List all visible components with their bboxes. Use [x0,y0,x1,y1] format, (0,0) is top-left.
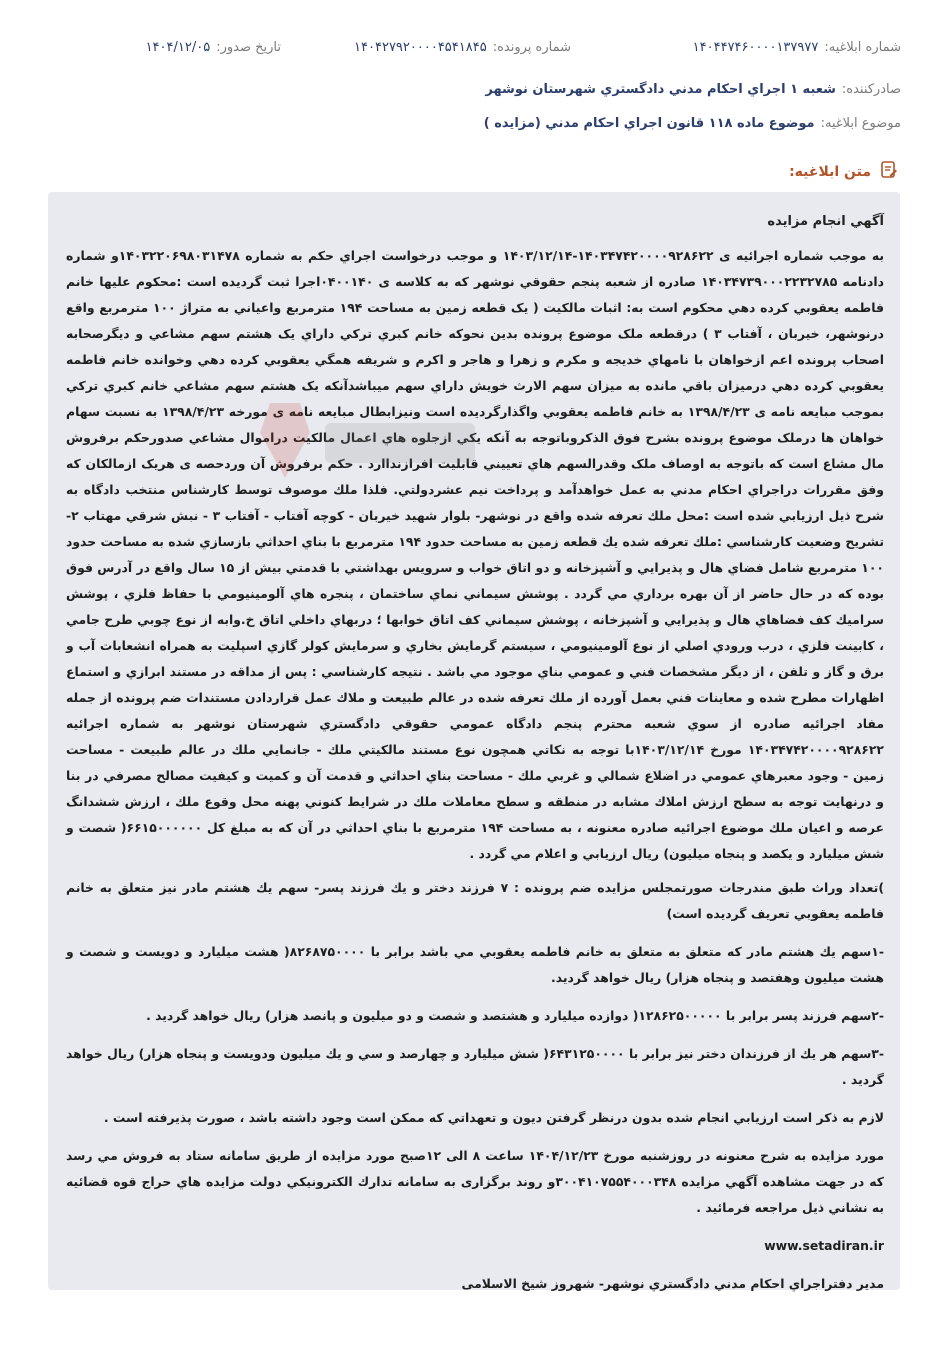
notice-body [48,192,900,1290]
notice-number-value: ۱۴۰۴۴۷۴۶۰۰۰۰۱۳۷۹۷۷ [692,39,819,55]
issue-date-value: ۱۴۰۴/۱۲/۰۵ [145,39,211,55]
subject-value: موضوع ماده ۱۱۸ قانون اجراي احكام مدني (مزايده ) [483,116,815,131]
auction-paragraph: مورد مزايده به شرح معنونه در روزشنبه مورخ ۱۴۰۴/۱۲/۲۳ ساعت ۸ الی ۱۲صبح مورد مزايده از طريق سامانه ستاد به فروش مي رسد که در جهت مشاهده آگهي مزايده ۳۰۰۴۱۰۷۵۵۴۰۰۰۳۴۸و روند برگزاری به سامانه تدارك الكترونيكي دولت مزايده هاي حراج قوه قضائيه به نشاني ذيل مراجعه فرمائيد . [66,1148,884,1215]
heirs-paragraph: )تعداد وراث طبق مندرجات صورتمجلس مزايده ضم پرونده : ۷ فرزند دختر و يك فرزند پسر- سهم يك هشتم مادر نيز متعلق به خانم فاطمه يعقوبي تعريف گرديده است) [66,880,884,921]
note-paragraph: لازم به ذکر است ارزيابي انجام شده بدون درنظر گرفتن ديون و تعهداتي که ممکن است وجود داشته باشد ، صورت پذيرفته است . [103,1110,884,1125]
issuer-value: شعبه ۱ اجراي احكام مدني دادگستري شهرستان نوشهر [485,82,836,97]
issuer-row [40,82,901,97]
notice-text-title [789,160,899,184]
signature-line: مدير دفتراجراي احكام مدني دادگستري نوشهر- شهروز شيخ الاسلامی [461,1276,884,1291]
issue-date-label: تاریخ صدور: [216,39,281,55]
notice-number [693,40,901,55]
case-number-label: شماره پرونده: [492,39,571,55]
notice-main-paragraph: به موجب شماره اجرائيه ی ۱۴۰۳۴۷۴۲۰۰۰۰۹۲۸۶۲۲-۱۴۰۳/۱۲/۱۴ و موجب درخواست اجراي حکم به شماره ۱۴۰۳۲۲۰۶۹۸۰۳۱۴۷۸و شماره دادنامه ۱۴۰۳۴۷۳۹۰۰۰۲۲۳۲۷۸۵ صادره از شعبه پنجم حقوقي نوشهر که به کلاسه ی ۰۴۰۰۱۴۰اجرا ثبت گردیده است :محکوم عليها خانم فاطمه يعقوبي کرده دهي محکوم است به: اثبات مالکيت ( يک قطعه زمين به مساحت ۱۹۴ مترمربع واعياني به متراژ ۱۰۰ مترمربع واقع درنوشهر، خيربان ، آفتاب ۳ ) درقطعه ملک موضوع پرونده بدين نحوکه خانم کبري ترکي داراي يک هشتم سهم مشاعي و ديگرصحابه اصحاب پرونده اعم ازخواهان با نامهاي خديجه و مکرم و زهرا و هاجر و اکرم و شريفه همگي يعقوبي کرده دهي وخوانده خانم فاطمه يعقوبي کرده دهي درميزان باقي مانده به ميزان سهم الارث خويش داراي سهم ميباشدآنکه يک هشتم سهم مشاعي خانم کبري ترکي بموجب مبايعه نامه ی ۱۳۹۸/۴/۲۳ به خانم فاطمه يعقوبي واگذارگرديده است ونيزابطال مبايعه نامه ی مورخه ۱۳۹۸/۴/۲۳ به نسبت سهام خواهان ها درملک موضوع پرونده بشرح فوق الذکروباتوجه به آنکه يکي ازجلوه هاي اعمال مالکيت دراموال مشاعي صدورحکم برفروش مال مشاع است که باتوجه به اوصاف ملک وقدرالسهم هاي تعييني قابليت افرازنداارد . حکم برفروش آن وردحصه ی هريک ازمالکان که وفق مقررات دراجراي احکام مدني به عمل خواهدآمد و پرداخت نيم عشردولتي. فلذا ملك موصوف توسط كارشناس منتخب دادگاه به شرح ذيل ارزيابي شده است :محل ملك تعرفه شده واقع در نوشهر- بلوار شهيد خيربان - كوچه آفتاب - آفتاب ۳ - نبش شرقي مهتاب ۲-تشريح وضعيت كارشناسي :ملك تعرفه شده يك قطعه زمين به مساحت حدود ۱۹۴ مترمربع با بناي احداثي بازسازي شده به مساحت حدود ۱۰۰ مترمربع شامل فضاي هال و پذيرايي و آشپزخانه و دو اتاق خواب و سرويس بهداشتي با قدمتي بيش از ۱۵ سال واقع در آدرس فوق بوده كه در حال حاضر از آن بهره برداري مي گردد . پوشش سيماني نماي ساختمان ، پنجره هاي آلومينيومي با حفاظ فلزي ، پوشش سراميك كف فضاهاي هال و پذيرايي و آشپزخانه ، پوشش سيماني كف اتاق خوابها ؛ دربهاي داخلي اتاق خ.وابه از نوع چوبي طرح جامي ، كابينت فلزي ، درب ورودي اصلي از نوع آلومينيومي ، سيستم گرمايش بخاري و سرمايش كولر گازي اسپليت به همراه انشعابات آب و برق و گاز و تلفن ، از ديگر مشخصات فني و عمومي بناي موجود مي باشد . نتيجه كارشناسي : پس از مداقه در مستند ابرازي و استماع اظهارات مطرح شده و معاينات فني بعمل آورده از ملك تعرفه شده در عالم طبيعت و ملاك عمل قراردادن مستندات ضم پرونده از جمله مفاد اجرائيه صادره از سوي شعبه محترم پنجم دادگاه عمومي حقوقي دادگستري شهرستان نوشهر به شماره اجرائيه ۱۴۰۳۴۷۴۲۰۰۰۰۹۲۸۶۲۲ مورخ ۱۴۰۳/۱۲/۱۴با توجه به نكاتي همچون نوع مستند مالكيتي ملك - جانمايي ملك در عالم طبيعت - مساحت زمين - وجود معبرهاي عمومي در اضلاع شمالي و غربي ملك - مساحت بناي احداثي و قدمت آن و كميت و كيفيت مصالح مصرفي در بنا و درنهايت توجه به سطح ارزش املاك مشابه در منطقه و سطح معاملات ملك در شرايط كنوني پهنه محل وقوع ملك ، ارزش ششدانگ عرصه و اعيان ملك موضوع اجرائيه صادره معنونه ، به مساحت ۱۹۴ مترمربع با بناي احداثي در آن كه به مبلغ كل ۶۶۱۵۰۰۰۰۰۰( شصت و شش ميليارد و يكصد و پنجاه ميليون) ريال ارزيابي و اعلام مي گردد . [66,248,885,861]
issue-date [146,40,281,55]
share-3-paragraph: -۳سهم هر يك از فرزندان دختر نيز برابر با ۶۴۳۱۲۵۰۰۰۰( شش ميليارد و چهارصد و سي و يك ميليون ودويست و پنجاه هزار) ريال خواهد گرديد . [66,1046,884,1087]
website-link[interactable]: www.setadiran.ir [764,1238,884,1253]
issuer-label: صادرکننده: [841,82,901,97]
notice-heading: آگهي انجام مزايده [767,214,884,229]
subject-label: موضوع ابلاغیه: [820,116,901,131]
case-number-value: ۱۴۰۴۲۷۹۲۰۰۰۰۴۵۴۱۸۴۵ [354,39,487,55]
document-edit-icon [879,160,899,184]
share-2-paragraph: -۲سهم فرزند پسر برابر با ۱۲۸۶۲۵۰۰۰۰۰( دوازده ميليارد و هشتصد و شصت و دو ميليون و پانصد هزار) ريال خواهد گرديد . [146,1008,884,1023]
notice-text-label: متن ابلاغیه: [789,164,871,180]
notice-number-label: شماره ابلاغیه: [824,39,901,55]
share-1-paragraph: -۱سهم يك هشتم مادر كه متعلق به متعلق به خانم فاطمه يعقوبي مي باشد برابر با ۸۲۶۸۷۵۰۰۰۰( هشت ميليارد و دويست و شصت و هشت ميليون وهفتصد و پنجاه هزار) ريال خواهد گرديد. [66,944,884,985]
subject-row [40,116,901,131]
case-number [354,40,571,55]
